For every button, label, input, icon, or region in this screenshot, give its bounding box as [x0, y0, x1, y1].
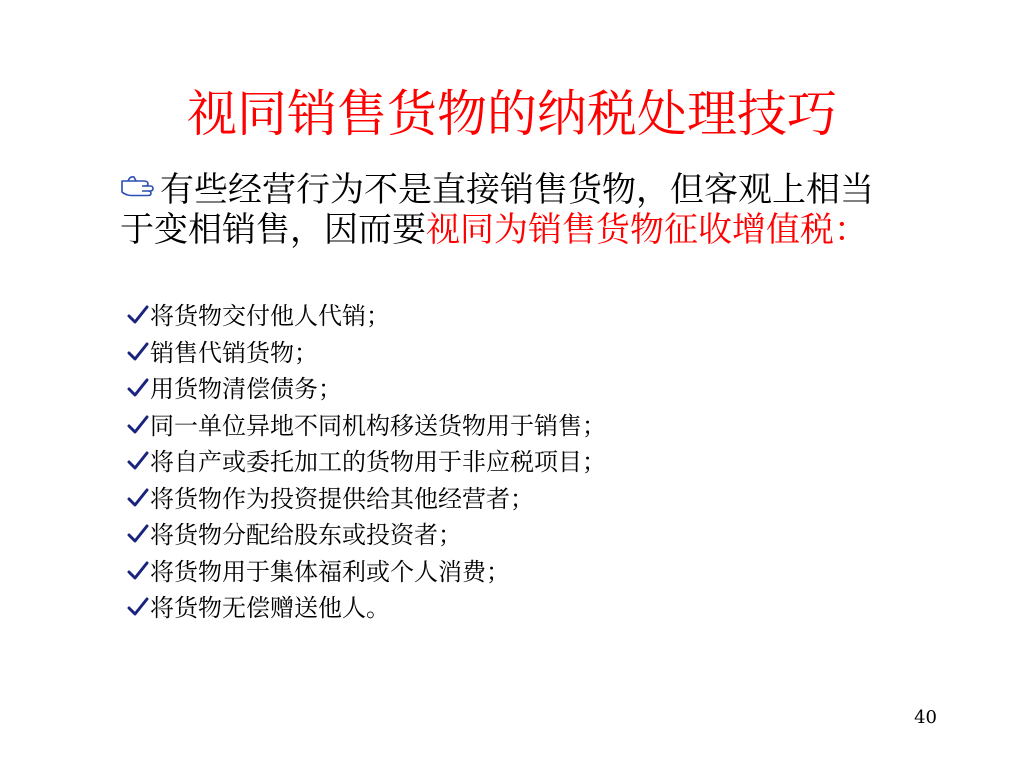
list-item: [127, 554, 907, 591]
checkmark-icon: [127, 591, 149, 611]
checkmark-icon: [127, 445, 149, 465]
list-item-text: 用货物清偿债务；: [150, 375, 342, 403]
list-item-text: 将自产或委托加工的货物用于非应税项目；: [150, 448, 606, 476]
list-item: [127, 481, 907, 518]
list-item-text: 同一单位异地不同机构移送货物用于销售；: [150, 411, 606, 440]
intro-paragraph: [120, 166, 900, 250]
checkmark-icon: [127, 518, 149, 538]
intro-highlight: 视同为销售货物征收增值税：: [426, 210, 868, 250]
checkmark-icon: [127, 299, 149, 319]
list-item-text: 将货物交付他人代销；: [150, 302, 390, 330]
list-item: [127, 590, 907, 627]
list-item: [127, 298, 907, 335]
list-item-text: 将货物作为投资提供给其他经营者；: [150, 484, 534, 513]
list-item: [127, 371, 907, 408]
list-item-text: 将货物分配给股东或投资者；: [150, 521, 462, 549]
intro-text: 有些经营行为不是直接销售货物，但客观上相当于变相销售，因而要: [120, 170, 874, 250]
checkmark-icon: [127, 409, 149, 429]
slide-title: 视同销售货物的纳税处理技巧: [187, 85, 837, 143]
checkmark-icon: [127, 482, 149, 502]
list-item: [127, 517, 907, 554]
list-item: [127, 335, 907, 372]
list-item: [127, 444, 907, 481]
page-number: 40: [914, 707, 937, 728]
list-item-text: 将货物用于集体福利或个人消费；: [150, 557, 510, 586]
list-item-text: 将货物无偿赠送他人。: [150, 594, 390, 622]
pointing-hand-icon: [120, 166, 160, 190]
list-item: [127, 408, 907, 445]
checkmark-icon: [127, 372, 149, 392]
deemed-sales-list: [127, 298, 907, 627]
list-item-text: 销售代销货物；: [150, 338, 318, 367]
checkmark-icon: [127, 336, 149, 356]
checkmark-icon: [127, 555, 149, 575]
